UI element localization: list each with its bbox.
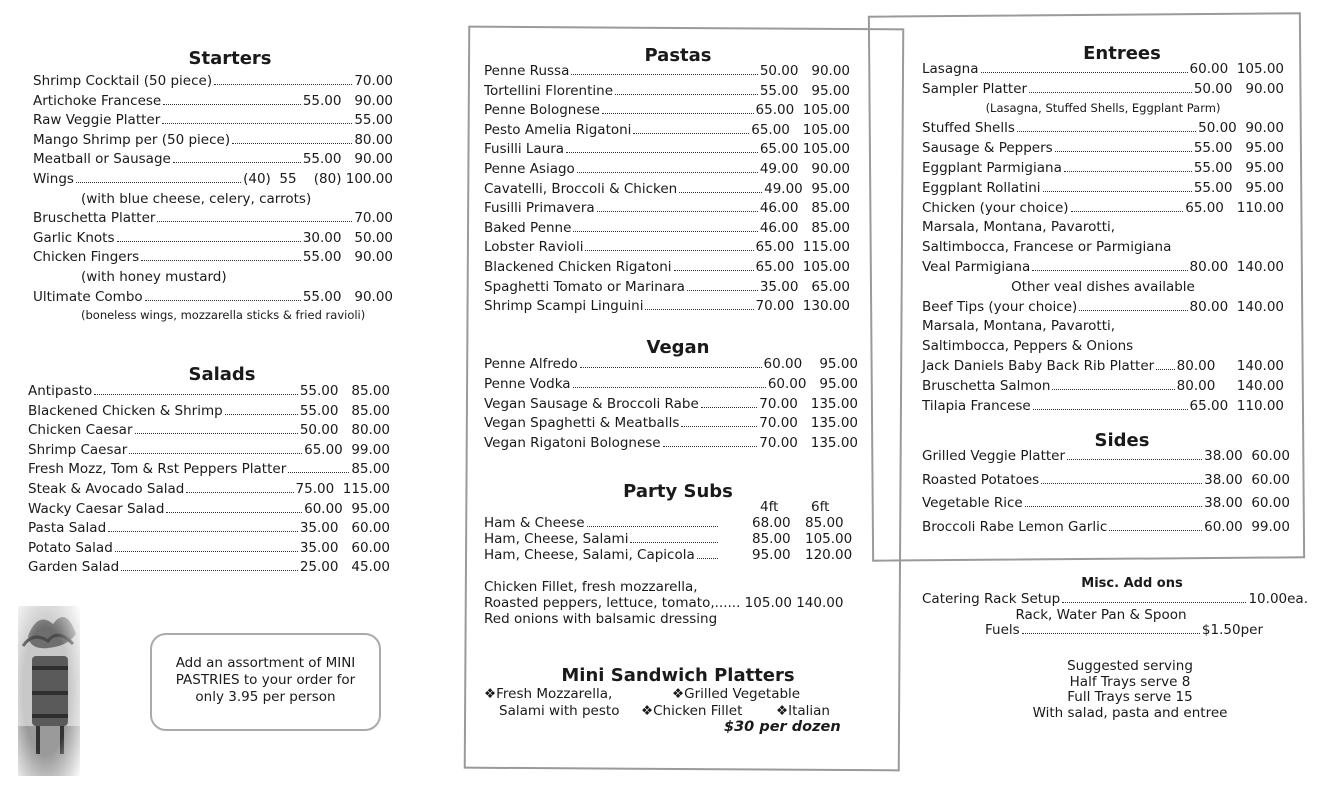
leader-dots xyxy=(1041,483,1202,484)
party-subs-heading: Party Subs xyxy=(623,481,733,502)
menu-item xyxy=(33,289,393,309)
menu-item-name: Roasted Potatoes xyxy=(922,471,1040,488)
menu-item-price: 55.00 95.00 xyxy=(1193,140,1284,157)
subs-list xyxy=(484,515,854,563)
leader-dots xyxy=(76,182,241,183)
leader-dots xyxy=(681,426,757,427)
menu-item-name: Eggplant Rollatini xyxy=(922,179,1041,196)
leader-dots xyxy=(145,300,301,301)
fillet-line-2: Roasted peppers, lettuce, tomato,...... 105.00 140.00 xyxy=(484,595,844,611)
sides-heading: Sides xyxy=(1094,430,1150,451)
menu-item-name: Tortellini Florentine xyxy=(484,82,614,99)
leader-dots xyxy=(566,152,758,153)
menu-item-note: (boneless wings, mozzarella sticks & fried ravioli) xyxy=(81,308,366,323)
leader-dots xyxy=(129,453,302,454)
leader-dots xyxy=(981,72,1188,73)
menu-item-name: Jack Daniels Baby Back Rib Platter xyxy=(922,357,1155,374)
menu-item-price: 35.00 60.00 xyxy=(299,539,390,556)
serving-line-3: Full Trays serve 15 xyxy=(1067,689,1193,705)
leader-dots xyxy=(115,551,298,552)
pastries-line-1: Add an assortment of MINI xyxy=(175,655,356,671)
leader-dots xyxy=(173,162,301,163)
misc-rack-price: 10.00ea. xyxy=(1248,591,1308,607)
sub-price-6ft: 120.00 xyxy=(805,547,853,563)
leader-dots xyxy=(186,492,293,493)
leader-dots xyxy=(597,211,758,212)
menu-item xyxy=(484,239,850,259)
pastas-list xyxy=(484,63,850,318)
fillet-line-3: Red onions with balsamic dressing xyxy=(484,611,718,627)
menu-item-name: Baked Penne xyxy=(484,219,572,236)
menu-item xyxy=(484,102,850,122)
menu-item-name: Shrimp Caesar xyxy=(28,441,128,458)
leader-dots xyxy=(141,260,301,261)
leader-dots xyxy=(1067,459,1202,460)
leader-dots xyxy=(573,387,766,388)
leader-dots xyxy=(1109,530,1202,531)
menu-item-price: 65.00 99.00 xyxy=(304,441,390,458)
menu-item-name: Antipasto xyxy=(28,383,93,399)
menu-item-name: Potato Salad xyxy=(28,539,113,556)
menu-item xyxy=(922,160,1284,180)
menu-item-name: Garden Salad xyxy=(28,559,120,576)
menu-item-price: 38.00 60.00 xyxy=(1204,448,1290,464)
mini-opt-italian: ❖Italian xyxy=(776,703,830,719)
menu-item-note: Saltimbocca, Francese or Parmigiana xyxy=(922,239,1172,256)
fillet-line-1: Chicken Fillet, fresh mozzarella, xyxy=(484,579,698,595)
menu-item-name: Shrimp Cocktail (50 piece) xyxy=(33,73,213,89)
menu-item xyxy=(33,171,393,191)
leader-dots xyxy=(1055,151,1192,152)
serving-line-2: Half Trays serve 8 xyxy=(1069,674,1191,690)
menu-item-price: 70.00 xyxy=(354,73,393,89)
misc-fuels: Fuels xyxy=(985,622,1020,638)
menu-item-price: 46.00 85.00 xyxy=(759,200,850,217)
entrees-list xyxy=(922,61,1284,417)
menu-item-name: Penne Asiago xyxy=(484,160,575,177)
menu-item xyxy=(922,180,1284,200)
menu-item-price: 49.00 95.00 xyxy=(764,180,850,197)
menu-item-price: 46.00 85.00 xyxy=(759,219,850,236)
menu-item xyxy=(922,472,1290,496)
menu-item-name: Chicken Fingers xyxy=(33,249,140,266)
menu-item xyxy=(33,230,393,250)
leader-dots xyxy=(157,221,352,222)
leader-dots xyxy=(163,104,301,105)
menu-item xyxy=(484,259,850,279)
menu-item-price: 60.00 99.00 xyxy=(1204,518,1290,535)
subs-col-6ft: 6ft xyxy=(811,499,830,515)
menu-item-price: 50.00 90.00 xyxy=(1193,80,1284,97)
menu-item-name: Penne Russa xyxy=(484,63,570,79)
menu-item xyxy=(922,61,1284,81)
menu-item xyxy=(28,383,390,403)
menu-item-name: Shrimp Scampi Linguini xyxy=(484,298,644,315)
menu-item-name: Pasta Salad xyxy=(28,520,107,537)
sub-item xyxy=(484,515,854,531)
menu-item-price: 70.00 135.00 xyxy=(759,415,858,432)
mini-opt-chicken-fillet: ❖Chicken Fillet xyxy=(641,703,743,719)
menu-item-price: 80.00 140.00 xyxy=(1176,377,1284,394)
mini-opt-grilled-veg: ❖Grilled Vegetable xyxy=(672,686,801,702)
menu-item-price: 50.00 80.00 xyxy=(299,422,390,439)
menu-item-name: Broccoli Rabe Lemon Garlic xyxy=(922,518,1108,535)
leader-dots xyxy=(108,531,298,532)
menu-item-note: (Lasagna, Stuffed Shells, Eggplant Parm) xyxy=(985,100,1221,115)
leader-dots xyxy=(135,433,298,434)
misc-rack: Catering Rack Setup xyxy=(922,591,1061,607)
menu-item xyxy=(484,161,850,181)
leader-dots xyxy=(162,123,352,124)
leader-dots xyxy=(1017,131,1196,132)
menu-item xyxy=(922,200,1284,220)
leader-dots xyxy=(121,570,298,571)
menu-item xyxy=(484,376,858,396)
menu-item-name: Ultimate Combo xyxy=(33,288,143,305)
menu-item-price: 65.00 110.00 xyxy=(1185,199,1284,216)
leader-dots xyxy=(1064,171,1192,172)
serving-line-1: Suggested serving xyxy=(1067,658,1193,674)
leader-dots xyxy=(1033,409,1188,410)
menu-item-name: Chicken Caesar xyxy=(28,422,133,439)
sub-item-name: Ham, Cheese, Salami, Capicola xyxy=(484,547,695,563)
leader-dots xyxy=(1052,389,1174,390)
menu-item xyxy=(28,442,390,462)
leader-dots xyxy=(585,250,753,251)
menu-item-note: Saltimbocca, Peppers & Onions xyxy=(922,338,1134,355)
pastries-line-3: only 3.95 per person xyxy=(195,689,336,705)
menu-item xyxy=(28,403,390,423)
menu-item-price: 65.00 110.00 xyxy=(1189,397,1284,414)
menu-item-price: 65.00 105.00 xyxy=(755,258,850,275)
menu-item-name: Veal Parmigiana xyxy=(922,258,1031,275)
menu-item-price: 55.00 85.00 xyxy=(299,402,390,419)
menu-item xyxy=(922,358,1284,378)
menu-item xyxy=(922,378,1284,398)
menu-item-price: 75.00 115.00 xyxy=(295,480,390,497)
sub-price-6ft: 85.00 xyxy=(805,515,844,531)
misc-heading: Misc. Add ons xyxy=(1081,576,1183,591)
leader-dots xyxy=(225,414,298,415)
sub-item-name: Ham, Cheese, Salami xyxy=(484,531,629,547)
mini-price: $30 per dozen xyxy=(724,719,841,735)
menu-item-price: 80.00 140.00 xyxy=(1189,258,1284,275)
menu-item-name: Vegan Sausage & Broccoli Rabe xyxy=(484,395,699,412)
menu-item xyxy=(484,298,850,318)
menu-item xyxy=(33,151,393,171)
menu-item-name: Vegetable Rice xyxy=(922,495,1023,512)
menu-item-price: 60.00 95.00 xyxy=(304,500,390,517)
menu-item xyxy=(33,93,393,113)
subs-col-4ft: 4ft xyxy=(760,499,779,515)
menu-item-price: 35.00 60.00 xyxy=(299,520,390,537)
menu-item-price: 60.00 95.00 xyxy=(767,375,858,392)
menu-item-name: Beef Tips (your choice) xyxy=(922,298,1078,315)
salads-list xyxy=(28,383,390,579)
menu-item-name: Lobster Ravioli xyxy=(484,239,584,256)
menu-item-name: Steak & Avocado Salad xyxy=(28,480,185,497)
vegan-list xyxy=(484,356,858,455)
entrees-heading: Entrees xyxy=(1083,43,1161,64)
menu-item xyxy=(922,519,1290,543)
pastries-line-2: PASTRIES to your order for xyxy=(175,672,356,688)
leader-dots xyxy=(573,231,757,232)
flower-planter-photo xyxy=(18,606,80,776)
sub-price-6ft: 105.00 xyxy=(805,531,853,547)
sub-price-4ft: 68.00 xyxy=(752,515,791,531)
fillet-line-2-text: Roasted peppers, lettuce, tomato, xyxy=(484,595,715,611)
menu-item-name: Penne Vodka xyxy=(484,375,571,392)
menu-item-name: Vegan Rigatoni Bolognese xyxy=(484,435,661,452)
menu-item xyxy=(33,112,393,132)
starters-heading: Starters xyxy=(188,48,272,69)
menu-item-price: 50.00 90.00 xyxy=(759,63,850,79)
menu-item xyxy=(922,140,1284,160)
menu-item xyxy=(28,501,390,521)
salads-heading: Salads xyxy=(188,364,256,385)
menu-item-price: 55.00 90.00 xyxy=(302,249,393,266)
leader-dots xyxy=(1029,92,1192,93)
menu-item xyxy=(922,259,1284,279)
starters-list xyxy=(33,73,393,328)
leader-dots xyxy=(587,526,718,527)
leader-dots xyxy=(697,558,718,559)
menu-item xyxy=(484,83,850,103)
sub-item-name: Ham & Cheese xyxy=(484,515,585,531)
menu-item-price: 25.00 45.00 xyxy=(299,559,390,576)
menu-item-price: 38.00 60.00 xyxy=(1204,471,1290,488)
menu-item-name: Grilled Veggie Platter xyxy=(922,448,1066,464)
leader-dots xyxy=(602,113,754,114)
menu-item xyxy=(484,181,850,201)
leader-dots xyxy=(1071,211,1184,212)
menu-item-name: Sampler Platter xyxy=(922,80,1028,97)
menu-item-price: 55.00 95.00 xyxy=(1193,159,1284,176)
menu-item-price: 65.00 105.00 xyxy=(755,102,850,119)
menu-item xyxy=(922,81,1284,101)
menu-item xyxy=(33,210,393,230)
menu-item-price: 30.00 50.00 xyxy=(302,229,393,246)
menu-item-name: Chicken (your choice) xyxy=(922,199,1069,216)
menu-item-name: Vegan Spaghetti & Meatballs xyxy=(484,415,680,432)
leader-dots xyxy=(571,74,757,75)
menu-item-price: 65.00 115.00 xyxy=(755,239,850,256)
menu-item xyxy=(28,481,390,501)
misc-rack-sub: Rack, Water Pan & Spoon xyxy=(1015,607,1187,623)
menu-item xyxy=(484,396,858,416)
menu-item-price: 70.00 135.00 xyxy=(759,435,858,452)
leader-dots xyxy=(577,172,758,173)
menu-item xyxy=(484,141,850,161)
menu-item xyxy=(28,540,390,560)
menu-item-note: (with honey mustard) xyxy=(81,268,227,285)
menu-item-name: Blackened Chicken & Shrimp xyxy=(28,402,223,419)
menu-item xyxy=(28,461,390,481)
menu-item-price: 70.00 xyxy=(354,210,393,227)
leader-dots xyxy=(214,84,352,85)
serving-line-4: With salad, pasta and entree xyxy=(1032,705,1228,721)
menu-item xyxy=(484,63,850,83)
sub-price-4ft: 85.00 xyxy=(752,531,791,547)
leader-dots xyxy=(288,472,349,473)
leader-dots xyxy=(1156,369,1174,370)
menu-item-price: 55.00 xyxy=(354,112,393,129)
menu-item-price: 55.00 95.00 xyxy=(1193,179,1284,196)
menu-item-name: Pesto Amelia Rigatoni xyxy=(484,121,632,138)
menu-item-note: Marsala, Montana, Pavarotti, xyxy=(922,219,1116,236)
menu-item xyxy=(922,120,1284,140)
menu-item-note: Marsala, Montana, Pavarotti, xyxy=(922,318,1116,335)
leader-dots xyxy=(633,133,749,134)
menu-item-note: (with blue cheese, celery, carrots) xyxy=(81,190,312,207)
menu-item-price: 85.00 xyxy=(351,461,390,478)
leader-dots xyxy=(117,241,301,242)
menu-item-price: 55.00 95.00 xyxy=(759,82,850,99)
menu-item xyxy=(484,435,858,455)
mini-platters-heading: Mini Sandwich Platters xyxy=(561,665,795,686)
menu-item xyxy=(33,132,393,152)
menu-item-price: 70.00 135.00 xyxy=(759,395,858,412)
menu-item xyxy=(922,495,1290,519)
misc-fuels-row xyxy=(985,622,1263,642)
menu-item xyxy=(33,249,393,269)
menu-item-price: 65.00 105.00 xyxy=(751,121,850,138)
menu-item xyxy=(484,220,850,240)
menu-item-price: 38.00 60.00 xyxy=(1204,495,1290,512)
leader-dots xyxy=(630,542,718,543)
menu-item xyxy=(484,122,850,142)
sub-item xyxy=(484,531,854,547)
menu-item-name: Mango Shrimp per (50 piece) xyxy=(33,131,231,148)
menu-item-price: 80.00 140.00 xyxy=(1176,357,1284,374)
menu-item xyxy=(922,448,1290,472)
sub-item xyxy=(484,547,854,563)
vegan-heading: Vegan xyxy=(646,337,710,358)
menu-item-name: Cavatelli, Broccoli & Chicken xyxy=(484,180,678,197)
menu-item-name: Bruschetta Platter xyxy=(33,210,156,227)
leader-dots xyxy=(645,309,753,310)
menu-item xyxy=(484,415,858,435)
menu-item-name: Eggplant Parmigiana xyxy=(922,159,1062,176)
menu-item-price: 55.00 90.00 xyxy=(302,151,393,168)
mini-opt-mozzarella-sub: Salami with pesto xyxy=(499,703,620,719)
leader-dots xyxy=(94,394,298,395)
menu-item-price: 60.00 105.00 xyxy=(1189,61,1284,77)
menu-item-price: 35.00 65.00 xyxy=(759,278,850,295)
menu-item-name: Tilapia Francese xyxy=(922,397,1031,414)
misc-fuels-price: $1.50per xyxy=(1201,622,1263,638)
leader-dots xyxy=(701,407,757,408)
menu-item-name: Garlic Knots xyxy=(33,229,115,246)
leader-dots xyxy=(679,192,762,193)
menu-item xyxy=(484,356,858,376)
menu-item-name: Spaghetti Tomato or Marinara xyxy=(484,278,685,295)
menu-item xyxy=(484,279,850,299)
menu-item xyxy=(28,422,390,442)
menu-item-name: Bruschetta Salmon xyxy=(922,377,1051,394)
leader-dots xyxy=(674,270,754,271)
menu-item xyxy=(28,520,390,540)
menu-item-name: Fusilli Laura xyxy=(484,141,565,158)
leader-dots xyxy=(1043,191,1192,192)
sub-price-4ft: 95.00 xyxy=(752,547,791,563)
leader-dots xyxy=(687,290,758,291)
menu-item-price: 50.00 90.00 xyxy=(1198,120,1284,137)
menu-item-price: (40) 55 (80) 100.00 xyxy=(243,170,393,187)
leader-dots xyxy=(232,143,352,144)
sides-list xyxy=(922,448,1290,542)
menu-item-name: Sausage & Peppers xyxy=(922,140,1053,157)
pastas-heading: Pastas xyxy=(644,45,712,66)
menu-item-price: 80.00 140.00 xyxy=(1189,298,1284,315)
menu-item-price: 80.00 xyxy=(354,131,393,148)
menu-item-price: 70.00 130.00 xyxy=(755,298,850,315)
menu-item xyxy=(33,73,393,93)
menu-item-name: Penne Alfredo xyxy=(484,356,578,372)
menu-item-name: Meatball or Sausage xyxy=(33,151,171,168)
menu-item-name: Fusilli Primavera xyxy=(484,200,595,217)
leader-dots xyxy=(615,94,758,95)
leader-dots xyxy=(663,446,758,447)
leader-dots xyxy=(166,512,302,513)
menu-item xyxy=(922,398,1284,418)
menu-item-name: Lasagna xyxy=(922,61,979,77)
menu-item-name: Raw Veggie Platter xyxy=(33,112,161,129)
menu-item xyxy=(484,200,850,220)
menu-item-name: Blackened Chicken Rigatoni xyxy=(484,258,672,275)
mini-opt-mozzarella: ❖Fresh Mozzarella, xyxy=(484,686,613,702)
menu-item-price: 55.00 90.00 xyxy=(302,92,393,109)
menu-item xyxy=(28,559,390,579)
menu-item-name: Wacky Caesar Salad xyxy=(28,500,165,517)
menu-item-name: Stuffed Shells xyxy=(922,120,1015,137)
menu-item-price: 60.00 95.00 xyxy=(763,356,858,372)
menu-item-price: 49.00 90.00 xyxy=(759,160,850,177)
menu-item-name: Fresh Mozz, Tom & Rst Peppers Platter xyxy=(28,461,287,478)
leader-dots xyxy=(1025,506,1202,507)
leader-dots xyxy=(1032,270,1187,271)
menu-item-name: Penne Bolognese xyxy=(484,102,600,119)
leader-dots xyxy=(1079,310,1187,311)
menu-item-name: Artichoke Francese xyxy=(33,92,162,109)
menu-item-price: 55.00 85.00 xyxy=(299,383,390,399)
menu-item-price: 65.00 105.00 xyxy=(759,141,850,158)
leader-dots xyxy=(580,367,762,368)
menu-item-name: Wings xyxy=(33,170,74,187)
menu-item-note: Other veal dishes available xyxy=(1011,278,1195,295)
fillet-price: 105.00 140.00 xyxy=(744,595,844,611)
menu-item xyxy=(922,299,1284,319)
menu-item-price: 55.00 90.00 xyxy=(302,288,393,305)
